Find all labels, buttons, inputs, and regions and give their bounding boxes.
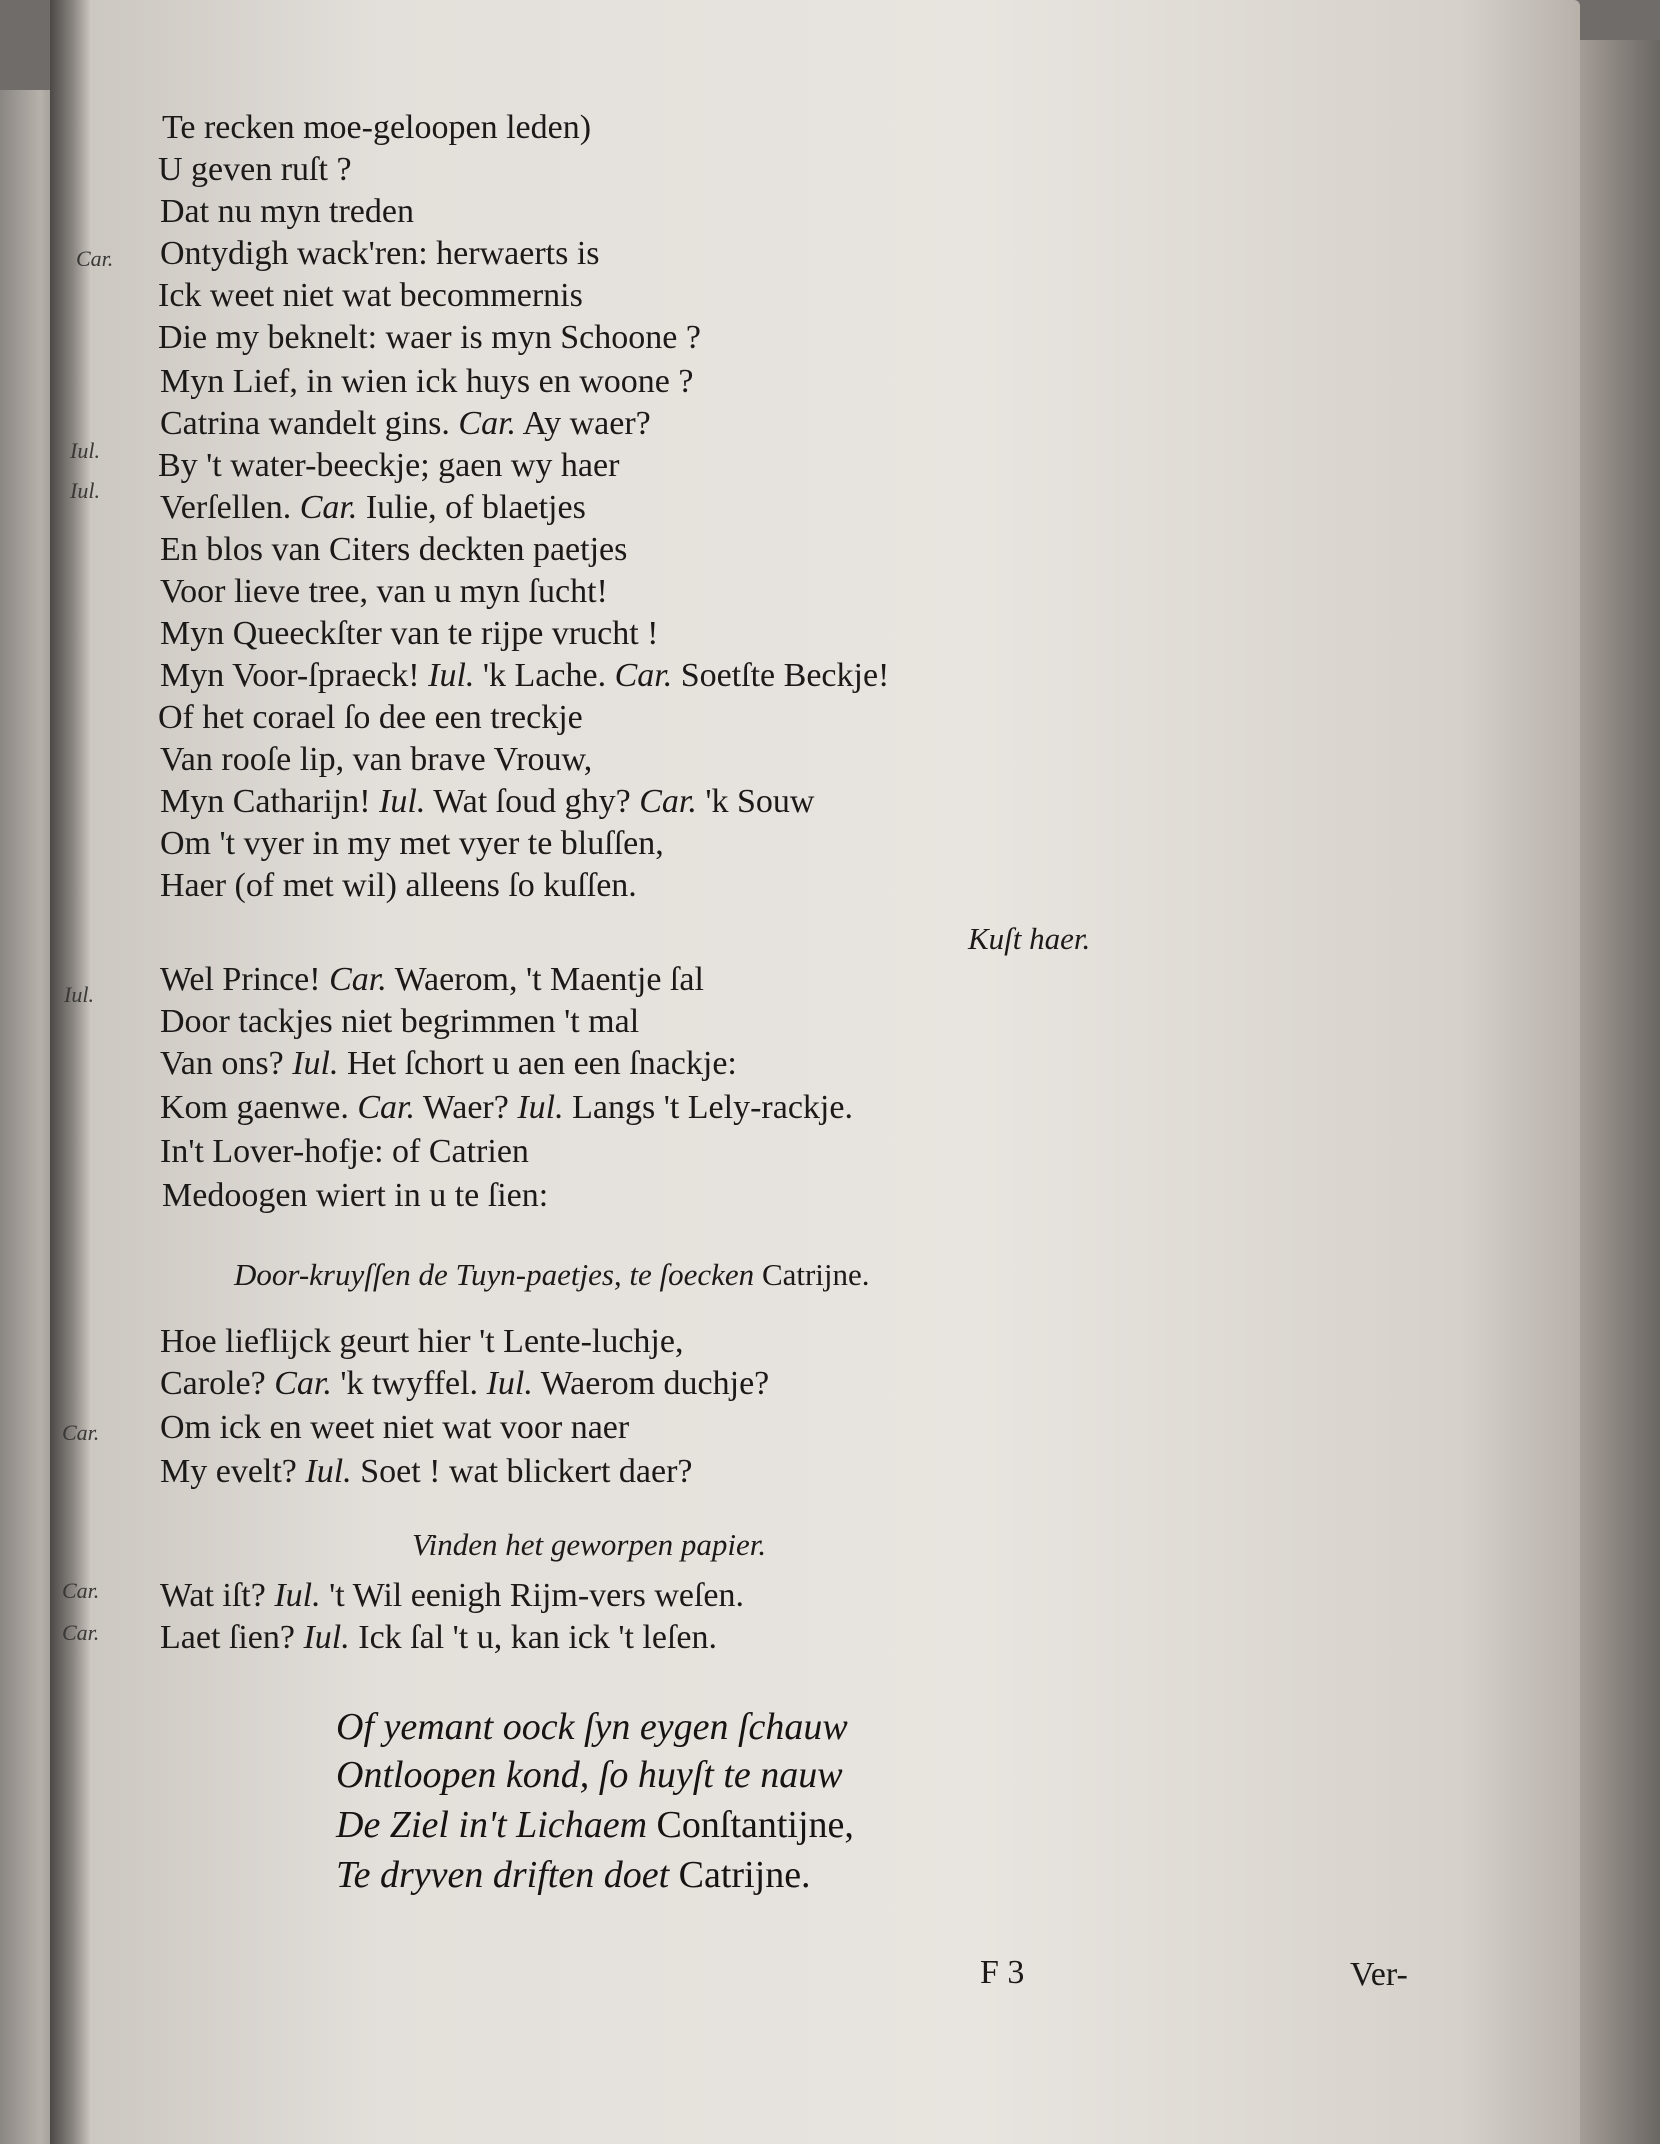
text-line: Te recken moe-geloopen leden) [162,109,592,146]
text-line: En blos van Citers deckten paetjes [160,531,628,568]
book-gutter [50,0,90,2144]
text-line: Medoogen wiert in u te ſien: [162,1177,549,1214]
verse-text: 'k twyffel. [340,1365,479,1402]
stage-direction: Vinden het geworpen papier. [412,1527,767,1562]
poem-italic: De Ziel in't Lichaem [336,1804,648,1846]
poem-roman: Catrijne. [678,1854,811,1896]
speaker-tag: Car. [329,961,387,998]
verse-text: Wat iſt? [160,1577,266,1614]
verse-text: 'k Souw [705,783,815,820]
text-line [160,1618,717,1658]
verse-text: Het ſchort u aen een ſnackje: [346,1045,737,1082]
speaker-tag: Car. [458,405,517,442]
text-line: By 't water-beeckje; gaen wy haer [158,447,620,484]
speaker-tag: Iul. [303,1619,350,1656]
verse-text: 't Wil eenigh Rijm-vers weſen. [329,1577,744,1614]
speaker-tag: Iul. [379,783,426,820]
text-line: Die my beknelt: waer is myn Schoone ? [158,319,701,356]
text-line: Myn Lief, in wien ick huys en woone ? [160,363,694,400]
margin-note-iul: Iul. [64,982,94,1007]
text-line [160,960,704,1000]
text-line: Van rooſe lip, van brave Vrouw, [160,741,593,778]
verse-text: Ay waer? [522,405,651,442]
verse-text: Waerom, 't Maentje ſal [394,961,704,998]
verse-text: Myn Voor-ſpraeck! [160,657,420,694]
margin-note-iul: Iul. [70,438,100,463]
signature-mark: F 3 [980,1954,1025,1991]
text-line [160,1576,744,1616]
speaker-tag: Iul. [517,1089,564,1126]
text-line [160,1044,737,1084]
verse-text: Catrina wandelt gins. [160,405,450,442]
text-line [160,782,814,822]
verse-text: Soet ! wat blickert daer? [360,1453,693,1490]
poem-line [336,1802,854,1849]
speaker-tag: Iul. [274,1577,321,1614]
verse-text: Kom gaenwe. [160,1089,349,1126]
verse-text: My evelt? [160,1453,297,1490]
text-line: Door tackjes niet begrimmen 't mal [160,1003,640,1040]
verse-text: Soetſte Beckje! [680,657,890,694]
stage-direction-name: Catrijne. [761,1257,870,1292]
text-line: Ontydigh wack'ren: herwaerts is [160,235,600,272]
stage-direction: Kuſt haer. [968,921,1091,956]
verse-text: Ick ſal 't u, kan ick 't leſen. [358,1619,718,1656]
margin-note-car: Car. [62,1620,100,1645]
text-line [160,656,889,696]
margin-note-car: Car. [76,246,114,271]
text-line [160,1452,692,1492]
text-line: Dat nu myn treden [160,193,414,230]
margin-note-iul: Iul. [70,478,100,503]
verse-text: Laet ſien? [160,1619,295,1656]
stage-direction [234,1256,870,1294]
margin-note-car: Car. [62,1578,100,1603]
speaker-tag: Car. [299,489,358,526]
poem-line: Ontloopen kond, ſo huyſt te nauw [336,1754,843,1796]
text-line: Haer (of met wil) alleens ſo kuſſen. [160,867,637,904]
poem-line [336,1852,811,1899]
speaker-tag: Iul. [292,1045,339,1082]
text-line: Of het corael ſo dee een treckje [158,699,583,736]
verse-text: Van ons? [160,1045,284,1082]
poem-italic: Te dryven driften doet [336,1854,670,1896]
speaker-tag: Iul. [305,1453,352,1490]
text-line [160,488,586,528]
verse-text: Wel Prince! [160,961,321,998]
verse-text: Iulie, of blaetjes [365,489,586,526]
poem-roman: Conſtantijne, [656,1804,854,1846]
text-line: Om 't vyer in my met vyer te bluſſen, [160,825,664,862]
text-line: Hoe lieflijck geurt hier 't Lente-luchje, [160,1323,684,1360]
verse-text: Waerom duchje? [540,1365,770,1402]
page-stack-edge [1580,40,1660,2144]
verse-text: Langs 't Lely-rackje. [572,1089,853,1126]
catchword: Ver- [1350,1956,1408,1993]
verse-text: Wat ſoud ghy? [433,783,631,820]
speaker-tag: Iul. [428,657,475,694]
text-line [160,404,651,444]
text-line: U geven ruſt ? [158,151,352,188]
speaker-tag: Car. [614,657,673,694]
text-line [160,1088,853,1128]
verse-text: Carole? [160,1365,266,1402]
text-line [160,1364,769,1404]
text-line: Ick weet niet wat becommernis [158,277,583,314]
verse-text: Myn Catharijn! [160,783,371,820]
speaker-tag: Car. [274,1365,332,1402]
verse-text: 'k Lache. [482,657,607,694]
speaker-tag: Car. [639,783,697,820]
margin-note-car: Car. [62,1420,100,1445]
stage-direction-italic: Door-kruyſſen de Tuyn-paetjes, te ſoecken [234,1257,755,1292]
speaker-tag: Car. [357,1089,415,1126]
text-line: Myn Queeckſter van te rijpe vrucht ! [160,615,659,652]
text-line: Om ick en weet niet wat voor naer [160,1409,630,1446]
text-line: In't Lover-hofje: of Catrien [160,1133,529,1170]
text-line: Voor lieve tree, van u myn ſucht! [160,573,608,610]
verse-text: Waer? [422,1089,509,1126]
verse-text: Verſellen. [160,489,292,526]
poem-line: Of yemant oock ſyn eygen ſchauw [336,1706,848,1748]
speaker-tag: Iul. [486,1365,533,1402]
